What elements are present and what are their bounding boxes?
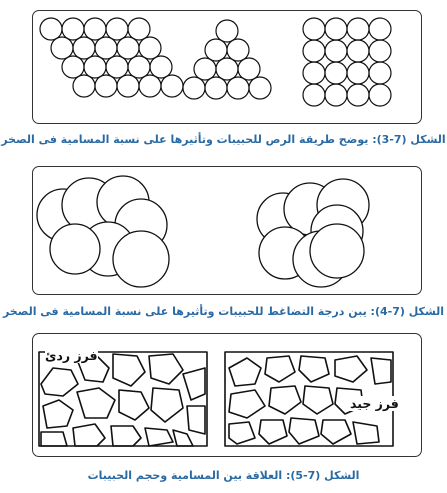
- figure-caption-7-4: الشكل (7-4): يبن درجة التضاغط للحبيبات وتأثيرها على نسبة المسامية فى الصخر: [2, 305, 445, 318]
- figure-caption-7-3: الشكل (7-3): يوضح طريقة الرص للحبيبات وتأثيرها على نسبة المسامية فى الصخر: [1, 133, 446, 146]
- compaction-diagram: [33, 167, 421, 294]
- grain-group-pyramid: [183, 20, 271, 99]
- grain-cluster-loose: [37, 176, 169, 287]
- grain-cluster-compacted: [257, 179, 369, 287]
- poor-sorting-label: فرز ردئ: [45, 348, 98, 363]
- figure-sorting-panel: [32, 333, 422, 457]
- grain-group-cubic: [303, 18, 391, 106]
- packing-diagram: [33, 11, 421, 123]
- figure-packing-panel: [32, 10, 422, 124]
- figure-caption-7-5: الشكل (7-5): العلاقة بين المسامية وحجم الحبيبات: [87, 469, 360, 482]
- figure-compaction-panel: [32, 166, 422, 295]
- poorly-sorted-grains: [39, 352, 207, 446]
- good-sorting-label: فرز جيد: [350, 396, 399, 411]
- grain-group-rhombohedral: [40, 18, 183, 97]
